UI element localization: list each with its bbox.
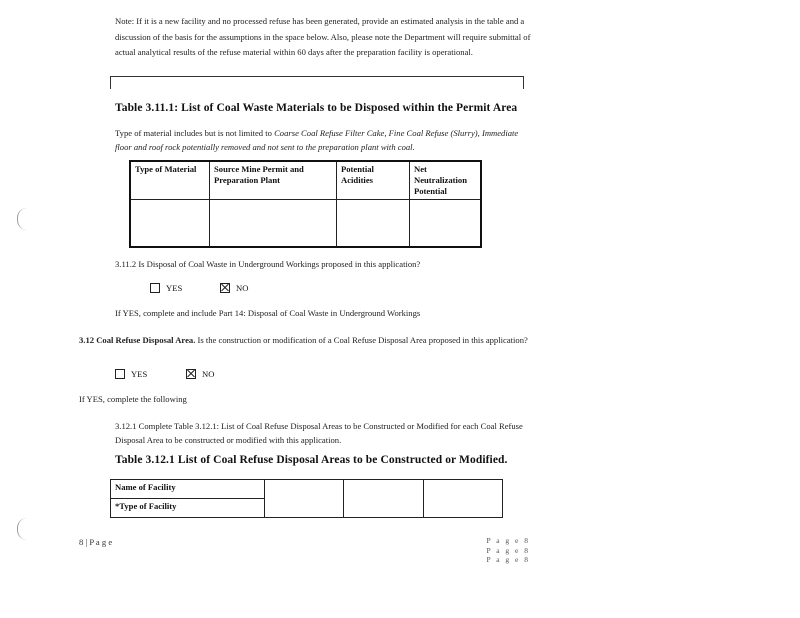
question-3-12-heading: Coal Refuse Disposal Area. — [96, 335, 196, 345]
page-number-line: P a g e 8 — [486, 555, 530, 564]
yes-option-3-12[interactable] — [115, 369, 147, 379]
no-checkbox-checked[interactable] — [220, 283, 230, 293]
material-type-examples: Coarse Coal Refuse Filter Cake, Fine Coal Refuse (Slurry), Immediate floor and roof rock potentially removed and not sent to the preparation plant with coal. — [115, 128, 519, 152]
header-source-mine: Source Mine Permit and Preparation Plant — [210, 161, 337, 200]
header-type-of-material: Type of Material — [130, 161, 210, 200]
cell-potential-acidities[interactable] — [337, 200, 410, 248]
refuse-disposal-areas-table — [110, 479, 503, 518]
yes-label: YES — [166, 283, 183, 293]
cell-facility-1[interactable] — [265, 480, 344, 518]
no-checkbox-checked[interactable] — [186, 369, 196, 379]
question-3-11-2: 3.11.2 Is Disposal of Coal Waste in Underground Workings proposed in this application? — [115, 259, 421, 269]
page-number-line: P a g e 8 — [486, 545, 530, 555]
cell-source-mine[interactable] — [210, 200, 337, 248]
question-3-12-text: Is the construction or modification of a Coal Refuse Disposal Area proposed in this application? — [195, 335, 528, 345]
table-3-12-1-title: Table 3.12.1 List of Coal Refuse Disposal Areas to be Constructed or Modified. — [115, 454, 508, 466]
yes-checkbox[interactable] — [150, 283, 160, 293]
table-header-row — [130, 161, 481, 200]
cell-facility-3[interactable] — [423, 480, 502, 518]
instruction-note: Note: If it is a new facility and no processed refuse has been generated, provide an estimated analysis in the table and a discussion of the basis for the assumptions in the space below. Also, please note the Department will require submittal of actual analytical results of the refuse material within 60 days after the preparation facility is operational. — [115, 16, 531, 57]
material-type-description — [115, 126, 535, 154]
page-number-left: 8 | P a g e — [79, 537, 113, 547]
table-row — [130, 200, 481, 248]
yes-checkbox[interactable] — [115, 369, 125, 379]
question-3-12-1: 3.12.1 Complete Table 3.12.1: List of Coal Refuse Disposal Areas to be Constructed or Modified for each Coal Refuse Disposal Area to be constructed or modified with this application. — [115, 421, 523, 445]
yes-option-3-11-2[interactable] — [150, 283, 182, 293]
question-3-12-number: 3.12 — [79, 335, 95, 345]
material-type-intro: Type of material includes but is not limited to — [115, 128, 272, 138]
page-number-right — [430, 536, 530, 565]
no-option-3-11-2[interactable] — [220, 283, 248, 293]
no-label: NO — [202, 369, 215, 379]
header-potential-acidities: Potential Acidities — [337, 161, 410, 200]
row-label-type-of-facility: *Type of Facility — [111, 499, 265, 518]
binding-hole-mark — [17, 518, 32, 540]
no-option-3-12[interactable] — [186, 369, 214, 379]
binding-hole-mark — [17, 208, 32, 230]
cell-type-of-material[interactable] — [130, 200, 210, 248]
page-number-line: P a g e 8 — [486, 536, 530, 545]
coal-waste-materials-table — [129, 160, 482, 248]
no-label: NO — [236, 283, 249, 293]
cell-facility-2[interactable] — [344, 480, 423, 518]
if-yes-instruction-3-12: If YES, complete the following — [79, 394, 187, 404]
yes-label: YES — [131, 369, 148, 379]
header-net-neutralization: Net Neutralization Potential — [410, 161, 482, 200]
table-3-11-1-title: Table 3.11.1: List of Coal Waste Materials to be Disposed within the Permit Area — [115, 102, 518, 114]
cell-net-neutralization[interactable] — [410, 200, 482, 248]
table-row — [111, 480, 503, 499]
discussion-box[interactable] — [110, 76, 524, 89]
if-yes-instruction-3-11-2: If YES, complete and include Part 14: Disposal of Coal Waste in Underground Workings — [115, 308, 421, 318]
row-label-name-of-facility: Name of Facility — [111, 480, 265, 499]
question-3-12 — [79, 333, 539, 347]
